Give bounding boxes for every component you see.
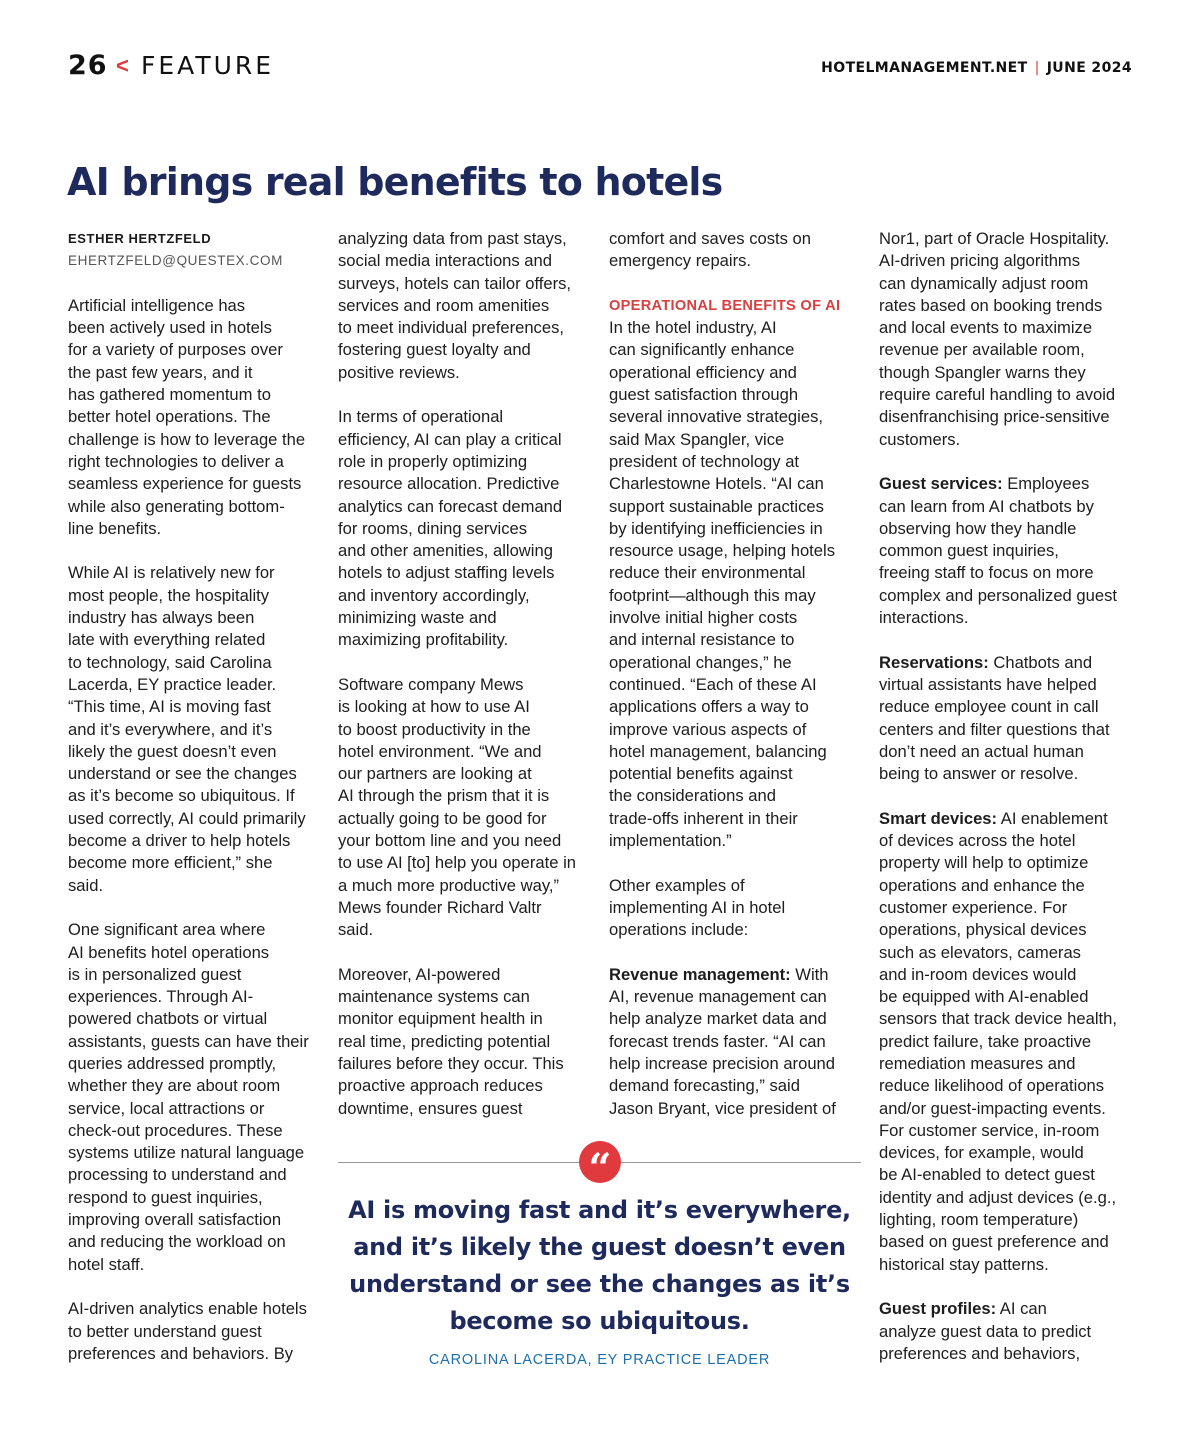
paragraph-line: hotel environment. “We and [338, 741, 542, 761]
paragraph-line: analytics can forecast demand [338, 496, 563, 516]
paragraph-line: help increase precision around [609, 1053, 836, 1073]
paragraph [879, 1298, 1141, 1365]
paragraph-line: Lacerda, EY practice leader. [68, 674, 277, 694]
paragraph-line: actually going to be good for [338, 808, 547, 828]
paragraph-line: and/or guest-impacting events. [879, 1098, 1106, 1118]
lead-in-text: Chatbots and [988, 652, 1093, 672]
paragraph-line: based on guest preference and [879, 1232, 1109, 1252]
paragraph-line: preferences and behaviors, [879, 1343, 1081, 1363]
paragraph-line: support sustainable practices [609, 496, 824, 516]
lead-in: Revenue management: [609, 964, 791, 984]
paragraph-line: monitor equipment health in [338, 1009, 543, 1029]
paragraph-line: positive reviews. [338, 362, 460, 382]
paragraph [338, 674, 600, 942]
paragraph [338, 406, 600, 651]
byline-author: ESTHER HERTZFELD [68, 231, 212, 246]
lead-in-text: Employees [1002, 474, 1090, 494]
paragraph-line: trade-offs inherent in their [609, 808, 798, 828]
paragraph-line: challenge is how to leverage the [68, 429, 306, 449]
paragraph-line: and other amenities, allowing [338, 541, 553, 561]
paragraph-line: been actively used in hotels [68, 318, 272, 338]
paragraph-line: preferences and behaviors. By [68, 1343, 294, 1363]
paragraph-line: real time, predicting potential [338, 1031, 551, 1051]
paragraph-line: is in personalized guest [68, 964, 242, 984]
paragraph-line: and in-room devices would [879, 964, 1077, 984]
site-name: HOTELMANAGEMENT.NET [821, 60, 1028, 76]
paragraph [68, 1298, 330, 1365]
column-1 [68, 228, 330, 1387]
paragraph-line: demand forecasting,” said [609, 1076, 800, 1096]
paragraph-line: can learn from AI chatbots by [879, 496, 1094, 516]
pull-quote [338, 1192, 861, 1340]
paragraph-line: fostering guest loyalty and [338, 340, 531, 360]
paragraph-line: analyzing data from past stays, [338, 229, 567, 248]
column-2 [338, 228, 600, 1142]
paragraph-line [879, 473, 1141, 495]
lead-in: Reservations: [879, 652, 989, 672]
paragraph-line: hotels to adjust staffing levels [338, 563, 555, 583]
paragraph-line: downtime, ensures guest [338, 1098, 523, 1118]
pull-quote-attribution: CAROLINA LACERDA, EY PRACTICE LEADER [428, 1352, 771, 1368]
paragraph-line: our partners are looking at [338, 764, 532, 784]
paragraph-line: by identifying inefficiencies in [609, 518, 823, 538]
paragraph [879, 473, 1141, 629]
paragraph-line [879, 1298, 1141, 1320]
paragraph-line: surveys, hotels can tailor offers, [338, 273, 572, 293]
paragraph-line: said Max Spangler, vice [609, 429, 785, 449]
paragraph-line: AI-driven pricing algorithms [879, 251, 1081, 271]
paragraph-line: reduce their environmental [609, 563, 806, 583]
paragraph-line: check-out procedures. These [68, 1120, 283, 1140]
paragraph [68, 919, 330, 1276]
paragraph-line: Artificial intelligence has [68, 295, 246, 315]
paragraph-line: to better understand guest [68, 1321, 262, 1341]
paragraph-line: AI through the prism that it is [338, 786, 550, 806]
paragraph-line: assistants, guests can have their [68, 1031, 309, 1051]
paragraph-line: minimizing waste and [338, 608, 497, 628]
paragraph-line: Jason Bryant, vice president of [609, 1098, 836, 1118]
paragraph [68, 562, 330, 896]
paragraph-line: to meet individual preferences, [338, 318, 564, 338]
paragraph-line: predict failure, take proactive [879, 1031, 1092, 1051]
article-headline: AI brings real benefits to hotels [67, 160, 723, 204]
paragraph-line: processing to understand and [68, 1165, 287, 1185]
lead-in: Guest services: [879, 474, 1003, 494]
paragraph-line: Moreover, AI-powered [338, 964, 501, 984]
section-subhead: OPERATIONAL BENEFITS OF AI [609, 297, 841, 314]
paragraph-line: while also generating bottom- [68, 496, 285, 516]
paragraph-line: applications offers a way to [609, 697, 809, 717]
paragraph-line: customers. [879, 429, 961, 449]
subhead-paragraph [609, 295, 871, 317]
paragraph-line: potential benefits against [609, 764, 793, 784]
paragraph-line: disenfranchising price-sensitive [879, 407, 1110, 427]
paragraph-line: reduce employee count in call [879, 697, 1099, 717]
paragraph-line: devices, for example, would [879, 1143, 1084, 1163]
paragraph-line: can dynamically adjust room [879, 273, 1089, 293]
paragraph-line: hotel staff. [68, 1254, 145, 1274]
paragraph-line: your bottom line and you need [338, 831, 562, 851]
page-number: 26 [68, 50, 108, 81]
paragraph [68, 295, 330, 540]
paragraph-line: revenue per available room, [879, 340, 1085, 360]
column-3 [609, 228, 871, 1142]
paragraph [609, 317, 871, 852]
paragraph-line: to boost productivity in the [338, 719, 531, 739]
paragraph-line: operations include: [609, 920, 749, 940]
chevron-left-icon: < [116, 53, 129, 78]
paragraph-line: “This time, AI is moving fast [68, 697, 271, 717]
paragraph-line: forecast trends faster. “AI can [609, 1031, 826, 1051]
paragraph-line: queries addressed promptly, [68, 1053, 277, 1073]
paragraph-line: Nor1, part of Oracle Hospitality. [879, 229, 1110, 248]
paragraph [879, 228, 1141, 451]
paragraph-line: operations, physical devices [879, 920, 1087, 940]
paragraph [879, 808, 1141, 1276]
paragraph-line [879, 652, 1141, 674]
paragraph-line: experiences. Through AI- [68, 987, 254, 1007]
paragraph-line: said. [68, 875, 104, 895]
paragraph-line: proactive approach reduces [338, 1076, 543, 1096]
paragraph-line: being to answer or resolve. [879, 764, 1079, 784]
paragraph-line: has gathered momentum to [68, 385, 271, 405]
paragraph-line: interactions. [879, 608, 969, 628]
paragraph-line: can significantly enhance [609, 340, 795, 360]
paragraph-line: property will help to optimize [879, 853, 1089, 873]
paragraph-line: become more efficient,” she [68, 853, 273, 873]
paragraph-line: become a driver to help hotels [68, 831, 291, 851]
paragraph-line: right technologies to deliver a [68, 451, 284, 471]
paragraph [879, 652, 1141, 786]
paragraph-line: to use AI [to] help you operate in [338, 853, 577, 873]
paragraph-line: AI is moving fast and it’s everywhere, [348, 1196, 851, 1224]
paragraph-line: historical stay patterns. [879, 1254, 1049, 1274]
paragraph-line: be AI-enabled to detect guest [879, 1165, 1095, 1185]
paragraph-line: industry has always been [68, 608, 255, 628]
paragraph-line: powered chatbots or virtual [68, 1009, 268, 1029]
paragraph-line: common guest inquiries, [879, 541, 1059, 561]
paragraph-line: line benefits. [68, 518, 162, 538]
byline-email: EHERTZFELD@QUESTEX.COM [68, 253, 283, 269]
paragraph-line: implementing AI in hotel [609, 897, 786, 917]
paragraph-line: to technology, said Carolina [68, 652, 272, 672]
paragraph-line: centers and filter questions that [879, 719, 1110, 739]
paragraph-line: president of technology at [609, 451, 800, 471]
section-label: FEATURE [141, 51, 275, 80]
paragraph-line: virtual assistants have helped [879, 674, 1097, 694]
paragraph-line: failures before they occur. This [338, 1053, 564, 1073]
issue-date: JUNE 2024 [1046, 60, 1132, 76]
paragraph-line: the past few years, and it [68, 362, 253, 382]
quote-mark-icon: “ [579, 1141, 621, 1183]
paragraph-line: as it’s become so ubiquitous. If [68, 786, 295, 806]
paragraph-line: maintenance systems can [338, 987, 530, 1007]
paragraph-line: several innovative strategies, [609, 407, 823, 427]
paragraph-line: and reducing the workload on [68, 1232, 286, 1252]
paragraph-line: systems utilize natural language [68, 1143, 305, 1163]
paragraph-line: be equipped with AI-enabled [879, 987, 1089, 1007]
paragraph-line: don’t need an actual human [879, 741, 1084, 761]
paragraph-line: understand or see the changes as it’s [349, 1270, 850, 1298]
lead-in-text: AI enablement [997, 808, 1108, 828]
paragraph-line: whether they are about room [68, 1076, 281, 1096]
paragraph-line: and inventory accordingly, [338, 585, 530, 605]
paragraph-line: seamless experience for guests [68, 474, 302, 494]
paragraph-line: AI-driven analytics enable hotels [68, 1299, 307, 1319]
paragraph-line: resource allocation. Predictive [338, 474, 560, 494]
paragraph-line: remediation measures and [879, 1053, 1076, 1073]
paragraph-line: observing how they handle [879, 518, 1077, 538]
paragraph-line: improving overall satisfaction [68, 1210, 282, 1230]
paragraph-line: late with everything related [68, 630, 266, 650]
paragraph [609, 964, 871, 1120]
paragraph-line: Mews founder Richard Valtr [338, 897, 542, 917]
paragraph-line: Charlestowne Hotels. “AI can [609, 474, 824, 494]
paragraph-line: though Spangler warns they [879, 362, 1086, 382]
paragraph-line: efficiency, AI can play a critical [338, 429, 562, 449]
paragraph [609, 875, 871, 942]
paragraph-line: operations and enhance the [879, 875, 1085, 895]
paragraph-line: AI, revenue management can [609, 987, 827, 1007]
paragraph-line: understand or see the changes [68, 764, 297, 784]
paragraph-line: lighting, room temperature) [879, 1210, 1079, 1230]
paragraph-line: of devices across the hotel [879, 831, 1076, 851]
paragraph-line: continued. “Each of these AI [609, 674, 817, 694]
paragraph-line: and it’s everywhere, and it’s [68, 719, 273, 739]
paragraph-line: While AI is relatively new for [68, 563, 275, 583]
paragraph-line: In terms of operational [338, 407, 504, 427]
paragraph-line: operational efficiency and [609, 362, 797, 382]
paragraph [338, 964, 600, 1120]
paragraph-line: services and room amenities [338, 295, 550, 315]
paragraph-line: For customer service, in-room [879, 1120, 1100, 1140]
paragraph-line: implementation.” [609, 831, 732, 851]
paragraph-line: sensors that track device health, [879, 1009, 1117, 1029]
byline [68, 228, 330, 273]
paragraph-line: customer experience. For [879, 897, 1068, 917]
paragraph-line: complex and personalized guest [879, 585, 1117, 605]
paragraph-line: require careful handling to avoid [879, 385, 1116, 405]
page-header [68, 50, 1132, 82]
lead-in: Smart devices: [879, 808, 998, 828]
paragraph-line: and internal resistance to [609, 630, 795, 650]
paragraph-line: guest satisfaction through [609, 385, 799, 405]
paragraph-line: for a variety of purposes over [68, 340, 283, 360]
paragraph-line: One significant area where [68, 920, 266, 940]
paragraph-line: help analyze market data and [609, 1009, 827, 1029]
paragraph-line: emergency repairs. [609, 251, 752, 271]
paragraph-line: In the hotel industry, AI [609, 318, 777, 338]
paragraph-line: Software company Mews [338, 674, 524, 694]
paragraph-line: is looking at how to use AI [338, 697, 530, 717]
paragraph-line: social media interactions and [338, 251, 552, 271]
paragraph-line [879, 808, 1141, 830]
paragraph-line: such as elevators, cameras [879, 942, 1081, 962]
paragraph-line: better hotel operations. The [68, 407, 271, 427]
paragraph-line: Other examples of [609, 875, 745, 895]
lead-in: Guest profiles: [879, 1299, 997, 1319]
paragraph-line: become so ubiquitous. [449, 1307, 750, 1335]
paragraph-line: comfort and saves costs on [609, 229, 811, 248]
paragraph-line: and it’s likely the guest doesn’t even [353, 1233, 846, 1261]
paragraph-line: service, local attractions or [68, 1098, 265, 1118]
paragraph-line: the considerations and [609, 786, 776, 806]
paragraph-line: identity and adjust devices (e.g., [879, 1187, 1117, 1207]
paragraph-line: reduce likelihood of operations [879, 1076, 1105, 1096]
paragraph-line: operational changes,” he [609, 652, 792, 672]
paragraph-line: most people, the hospitality [68, 585, 270, 605]
paragraph-line: improve various aspects of [609, 719, 807, 739]
paragraph-line: footprint—although this may [609, 585, 816, 605]
column-4 [879, 228, 1141, 1387]
paragraph-line: hotel management, balancing [609, 741, 827, 761]
paragraph [338, 228, 600, 384]
lead-in-text: With [790, 964, 829, 984]
paragraph-line: involve initial higher costs [609, 608, 798, 628]
paragraph-line: analyze guest data to predict [879, 1321, 1092, 1341]
paragraph-line: a much more productive way,” [338, 875, 560, 895]
paragraph-line: and local events to maximize [879, 318, 1093, 338]
paragraph-line: used correctly, AI could primarily [68, 808, 306, 828]
paragraph [609, 228, 871, 273]
paragraph-line: AI benefits hotel operations [68, 942, 270, 962]
paragraph-line [609, 964, 871, 986]
masthead [821, 60, 1132, 76]
paragraph-line: freeing staff to focus on more [879, 563, 1094, 583]
paragraph-line: respond to guest inquiries, [68, 1187, 263, 1207]
paragraph-line: role in properly optimizing [338, 451, 528, 471]
masthead-separator: | [1034, 60, 1040, 76]
paragraph-line: likely the guest doesn’t even [68, 741, 277, 761]
paragraph-line: maximizing profitability. [338, 630, 509, 650]
paragraph-line: resource usage, helping hotels [609, 541, 836, 561]
paragraph-line: rates based on booking trends [879, 295, 1103, 315]
paragraph-line: said. [338, 920, 374, 940]
paragraph-line: for rooms, dining services [338, 518, 528, 538]
lead-in-text: AI can [996, 1299, 1047, 1319]
